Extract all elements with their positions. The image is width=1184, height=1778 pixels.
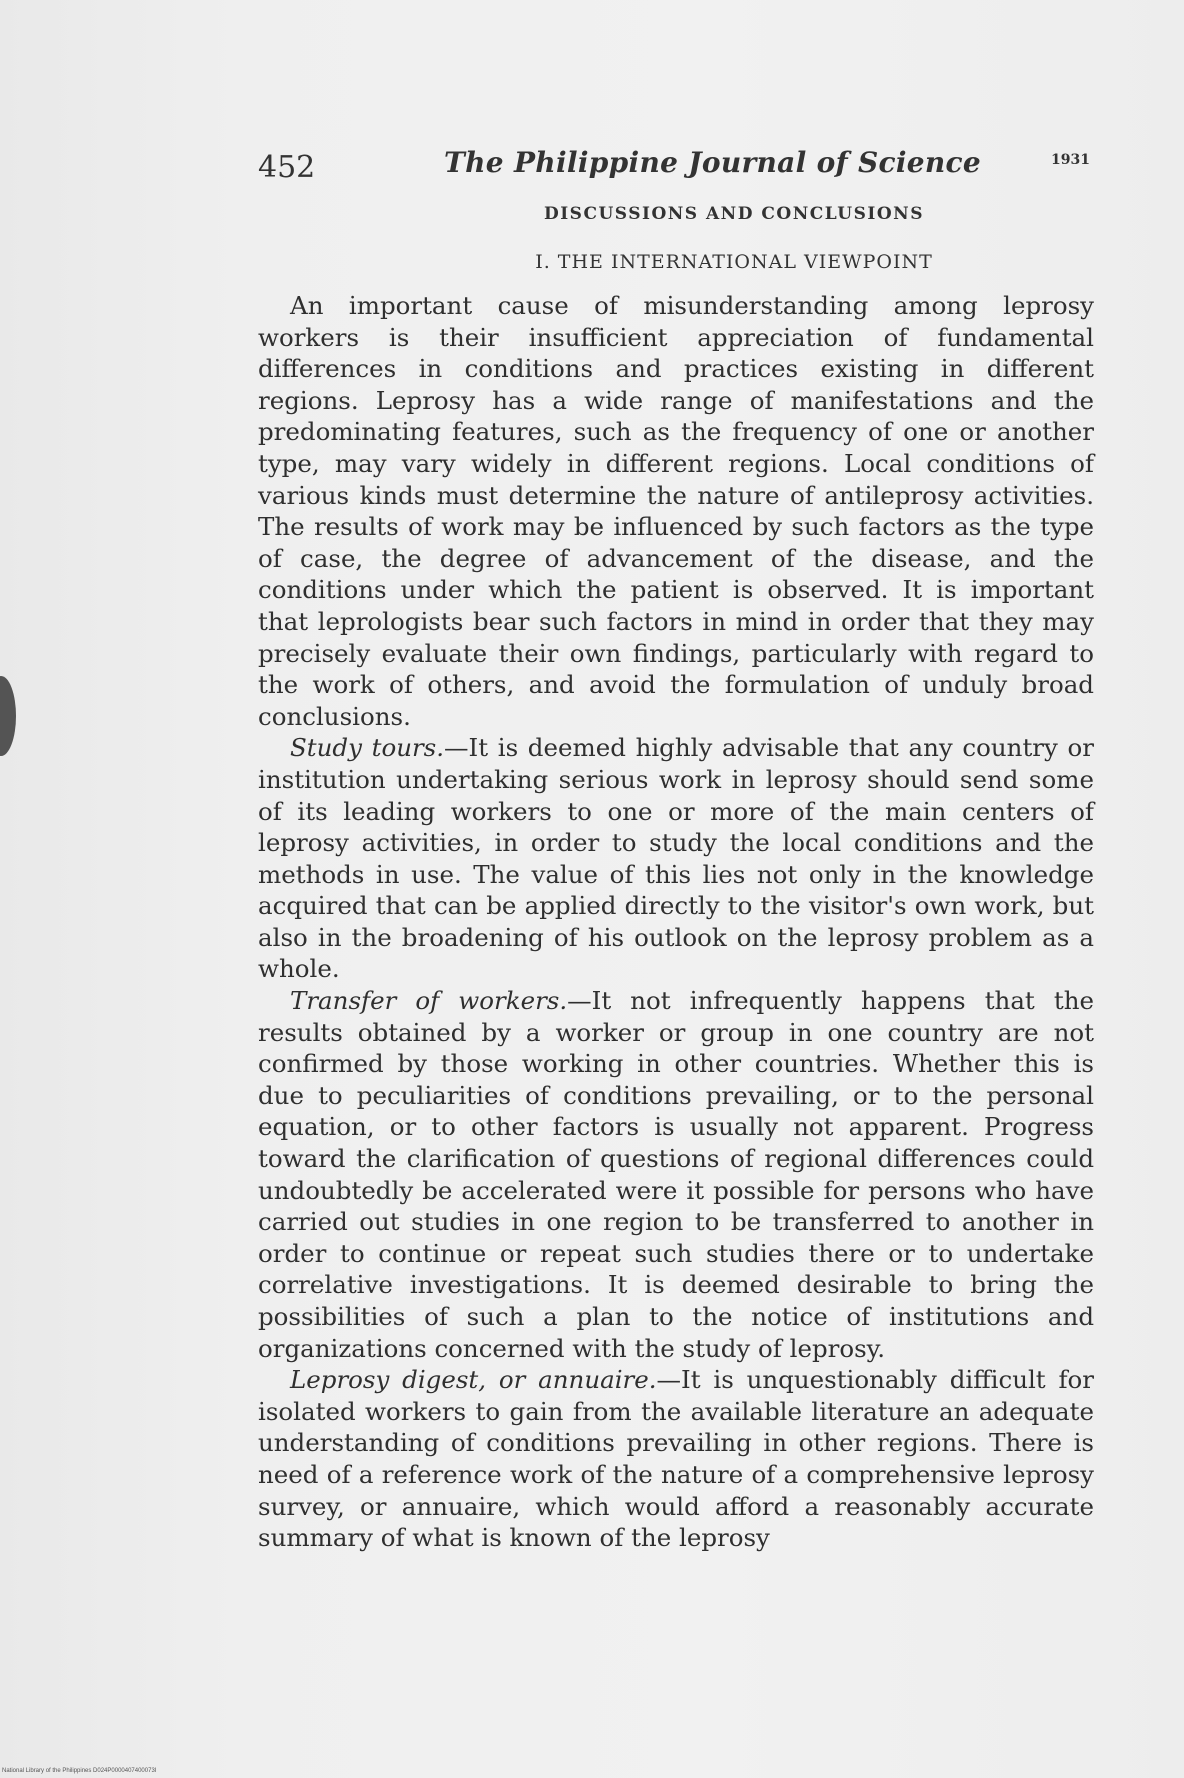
paragraph-lead: Study tours. xyxy=(290,733,445,763)
paragraph-lead: Leprosy digest, or annuaire. xyxy=(290,1365,657,1395)
paragraph-lead: Transfer of workers. xyxy=(290,986,568,1016)
paragraph xyxy=(258,290,1094,732)
paragraph-text: —It is unquestionably difficult for isolated workers to gain from the available literature an adequate understanding of conditions prevailing in other regions. There is need of a reference work of the nature of a comprehensive leprosy survey, or annuaire, which would afford a reasonably accurate summary of what is known of the leprosy xyxy=(258,1365,1094,1553)
section-subtitle: I. THE INTERNATIONAL VIEWPOINT xyxy=(535,251,933,273)
paragraph-text: An important cause of misunderstanding among leprosy workers is their insufficient appreciation of fundamental differences in conditions and practices existing in different regions. Leprosy has a wide range of manifestations and the predominating features, such as the frequency of one or another type, may vary widely in different regions. Local conditions of various kinds must determine the nature of antileprosy activities. The results of work may be influenced by such factors as the type of case, the degree of advancement of the disease, and the conditions under which the patient is observed. It is important that leprologists bear such factors in mind in order that they may precisely evaluate their own findings, particularly with regard to the work of others, and avoid the formulation of unduly broad conclusions. xyxy=(258,291,1094,731)
paragraph xyxy=(258,1364,1094,1554)
paragraph xyxy=(258,985,1094,1364)
paragraph-text: —It not infrequently happens that the results obtained by a worker or group in one country are not confirmed by those working in other countries. Whether this is due to peculiarities of conditions prevailing, or to the personal equation, or to other factors is usually not apparent. Progress toward the clarification of questions of regional differences could undoubtedly be accelerated were it possible for persons who have carried out studies in one region to be transferred to another in order to continue or repeat such studies there or to undertake correlative investigations. It is deemed desirable to bring the possibilities of such a plan to the notice of institutions and organizations concerned with the study of leprosy. xyxy=(258,986,1094,1363)
section-title: DISCUSSIONS AND CONCLUSIONS xyxy=(543,204,924,224)
journal-title: The Philippine Journal of Science xyxy=(444,146,982,179)
paragraph xyxy=(258,732,1094,985)
body-text xyxy=(258,290,1094,1554)
scan-footer-note: National Library of the Philippines D024P0000407400073I xyxy=(2,1768,157,1774)
scan-edge-mark xyxy=(0,676,16,756)
paragraph-text: —It is deemed highly advisable that any country or institution undertaking serious work in leprosy should send some of its leading workers to one or more of the main centers of leprosy activities, in order to study the local conditions and the methods in use. The value of this lies not only in the knowledge acquired that can be applied directly to the visitor's own work, but also in the broadening of his outlook on the leprosy problem as a whole. xyxy=(258,733,1094,984)
page-number: 452 xyxy=(258,150,316,185)
running-head xyxy=(258,144,1090,188)
publication-year: 1931 xyxy=(1051,152,1090,168)
